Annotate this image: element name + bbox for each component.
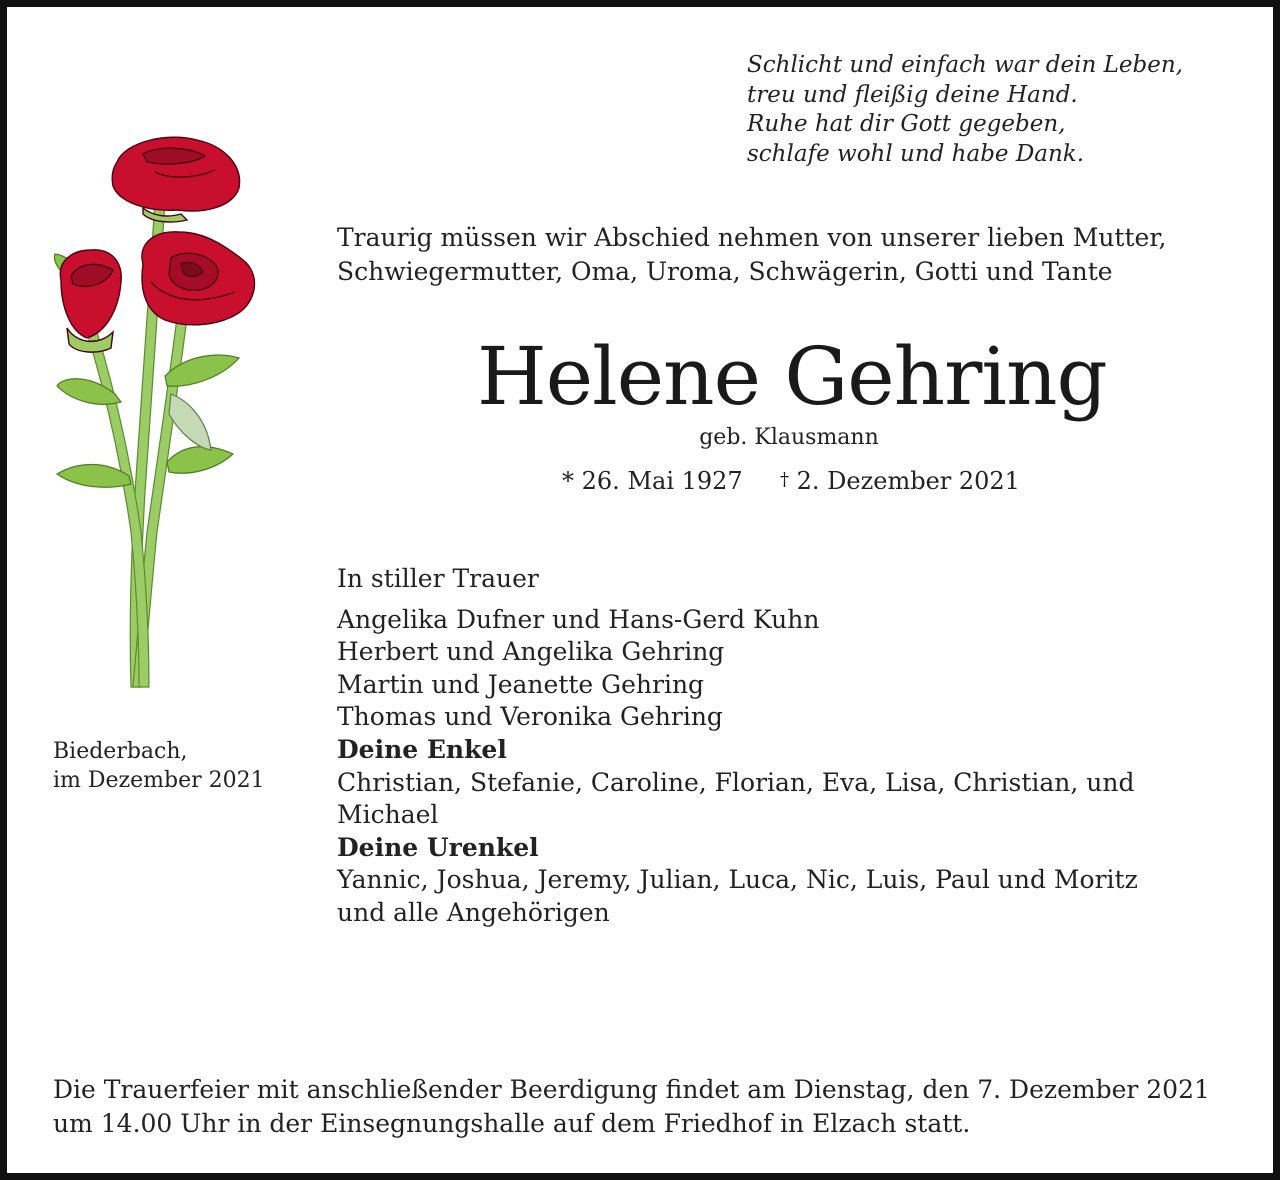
- birth-symbol: *: [562, 467, 574, 495]
- roses-illustration: [47, 132, 277, 697]
- funeral-info-line: Die Trauerfeier mit anschließender Beerdigung findet am Dienstag, den 7. Dezember 2021: [53, 1075, 1210, 1104]
- grandchildren-heading: Deine Enkel: [337, 734, 507, 764]
- family-line: Martin und Jeanette Gehring: [337, 669, 705, 699]
- poem-line: Ruhe hat dir Gott gegeben,: [747, 111, 1066, 137]
- birth-name: geb. Klausmann: [699, 425, 879, 450]
- poem: [747, 51, 1183, 169]
- funeral-info-line: um 14.00 Uhr in der Einsegnungshalle auf dem Friedhof in Elzach statt.: [53, 1109, 971, 1138]
- funeral-info: [53, 1073, 1210, 1141]
- intro-text: [337, 221, 1166, 289]
- birth-date: 26. Mai 1927: [581, 467, 743, 495]
- intro-line: Traurig müssen wir Abschied nehmen von unserer lieben Mutter,: [337, 223, 1167, 252]
- family-line: Angelika Dufner und Hans-Gerd Kuhn: [337, 604, 820, 634]
- place-and-date: [53, 737, 265, 795]
- death-date: 2. Dezember 2021: [796, 467, 1020, 495]
- poem-line: Schlicht und einfach war dein Leben,: [747, 52, 1183, 78]
- grandchildren-names: Christian, Stefanie, Caroline, Florian, Eva, Lisa, Christian, und Michael: [337, 767, 1135, 830]
- great-grandchildren-heading: Deine Urenkel: [337, 832, 539, 862]
- mourners-closing: und alle Angehörigen: [337, 897, 610, 927]
- deceased-name: Helene Gehring: [477, 330, 1107, 423]
- mourners-lead: In stiller Trauer: [337, 564, 539, 593]
- place-line: Biederbach,: [53, 739, 188, 764]
- intro-line: Schwiegermutter, Oma, Uroma, Schwägerin, Gotti und Tante: [337, 257, 1113, 286]
- death-cross-icon: †: [779, 469, 789, 490]
- poem-line: schlafe wohl und habe Dank.: [747, 140, 1085, 167]
- family-line: Herbert und Angelika Gehring: [337, 637, 725, 667]
- poem-line: treu und fleißig deine Hand.: [747, 81, 1078, 108]
- mourners-list: [337, 563, 1177, 930]
- date-line: im Dezember 2021: [53, 768, 265, 793]
- birth-name-row: [7, 425, 1280, 450]
- life-dates: [562, 467, 1020, 495]
- great-grandchildren-names: Yannic, Joshua, Jeremy, Julian, Luca, Nic, Luis, Paul und Moritz: [337, 865, 1138, 895]
- family-line: Thomas und Veronika Gehring: [337, 702, 723, 732]
